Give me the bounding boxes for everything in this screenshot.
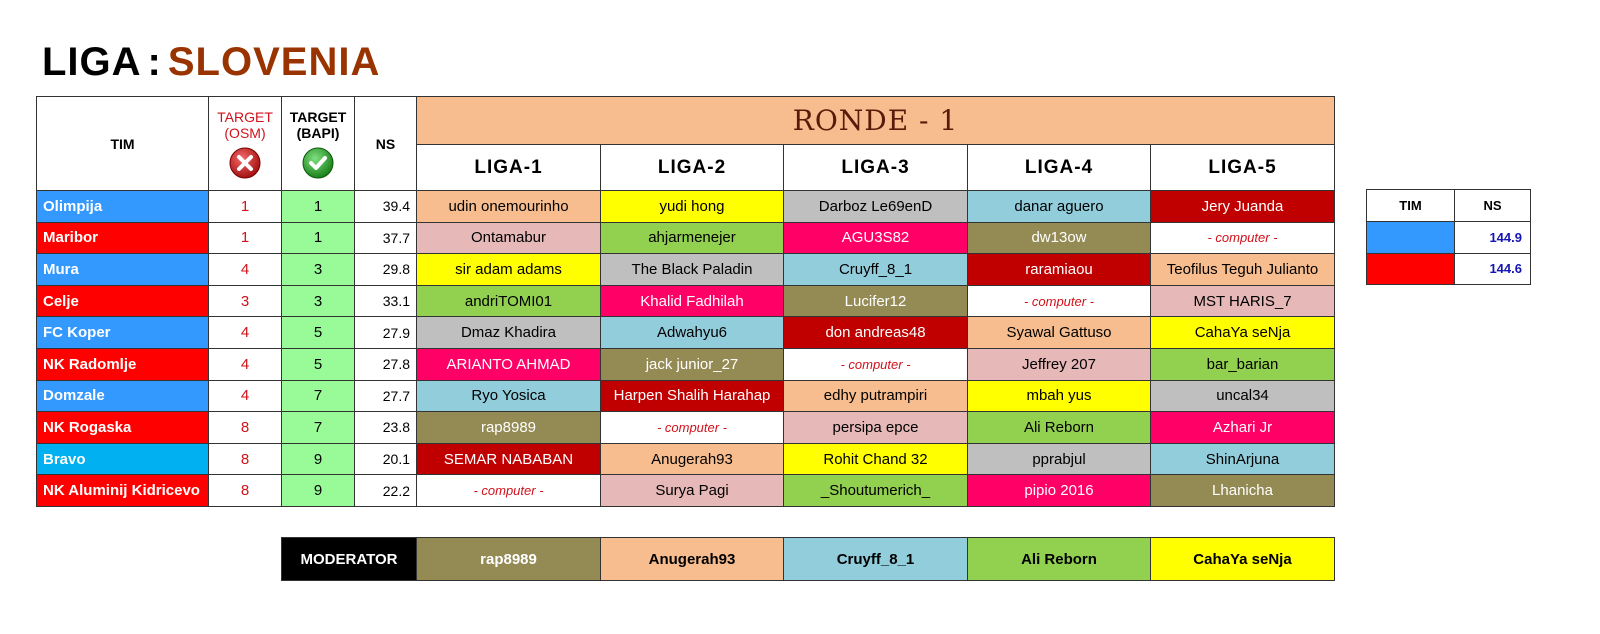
player-cell-liga-1: - computer -: [417, 475, 601, 507]
title-country: SLOVENIA: [167, 40, 381, 84]
player-cell-liga-3: - computer -: [784, 348, 968, 380]
header-ns: NS: [355, 97, 417, 191]
player-cell-liga-3: _Shoutumerich_: [784, 475, 968, 507]
table-row: [37, 412, 1335, 444]
moderator-liga-1: rap8989: [417, 538, 601, 581]
table-row: [37, 380, 1335, 412]
player-cell-liga-4: Jeffrey 207: [968, 348, 1151, 380]
team-name: Olimpija: [37, 191, 209, 223]
target-osm-value: 4: [209, 317, 282, 349]
player-cell-liga-2: Surya Pagi: [601, 475, 784, 507]
header-target-bapi: [282, 97, 355, 191]
title-separator: :: [147, 40, 162, 84]
player-cell-liga-4: - computer -: [968, 285, 1151, 317]
summary-row: [1367, 222, 1531, 254]
player-cell-liga-2: jack junior_27: [601, 348, 784, 380]
player-cell-liga-2: Anugerah93: [601, 443, 784, 475]
player-cell-liga-2: yudi hong: [601, 191, 784, 223]
player-cell-liga-3: don andreas48: [784, 317, 968, 349]
liga-header-3: LIGA-3: [784, 145, 968, 191]
red-x-icon: [229, 147, 261, 179]
player-cell-liga-5: CahaYa seNja: [1151, 317, 1335, 349]
header-target-bapi-line1: TARGET: [289, 108, 347, 125]
ns-value: 23.8: [355, 412, 417, 444]
player-cell-liga-4: Syawal Gattuso: [968, 317, 1151, 349]
player-cell-liga-5: Lhanicha: [1151, 475, 1335, 507]
player-cell-liga-2: - computer -: [601, 412, 784, 444]
player-cell-liga-2: Adwahyu6: [601, 317, 784, 349]
ns-value: 20.1: [355, 443, 417, 475]
team-name: NK Rogaska: [37, 412, 209, 444]
target-osm-value: 4: [209, 348, 282, 380]
summary-ns-value: 144.9: [1455, 222, 1531, 254]
target-bapi-value: 1: [282, 222, 355, 254]
summary-ns-value: 144.6: [1455, 253, 1531, 285]
summary-team-color: [1367, 253, 1455, 285]
table-row: [37, 443, 1335, 475]
player-cell-liga-5: MST HARIS_7: [1151, 285, 1335, 317]
player-cell-liga-5: uncal34: [1151, 380, 1335, 412]
ns-value: 37.7: [355, 222, 417, 254]
player-cell-liga-1: andriTOMI01: [417, 285, 601, 317]
table-row: [37, 285, 1335, 317]
table-row: [37, 348, 1335, 380]
team-name: NK Aluminij Kidricevo: [37, 475, 209, 507]
player-cell-liga-1: rap8989: [417, 412, 601, 444]
ns-value: 27.8: [355, 348, 417, 380]
header-tim: TIM: [37, 97, 209, 191]
ns-value: 27.7: [355, 380, 417, 412]
player-cell-liga-3: Lucifer12: [784, 285, 968, 317]
header-target-osm-line1: TARGET: [217, 108, 273, 125]
page-title: [42, 40, 380, 85]
ns-value: 22.2: [355, 475, 417, 507]
player-cell-liga-5: ShinArjuna: [1151, 443, 1335, 475]
team-name: Domzale: [37, 380, 209, 412]
player-cell-liga-1: ARIANTO AHMAD: [417, 348, 601, 380]
target-bapi-value: 3: [282, 254, 355, 286]
ns-value: 27.9: [355, 317, 417, 349]
target-osm-value: 1: [209, 222, 282, 254]
player-cell-liga-3: persipa epce: [784, 412, 968, 444]
player-cell-liga-1: Ryo Yosica: [417, 380, 601, 412]
summary-table: [1366, 189, 1531, 285]
player-cell-liga-3: AGU3S82: [784, 222, 968, 254]
moderator-liga-4: Ali Reborn: [968, 538, 1151, 581]
team-name: Maribor: [37, 222, 209, 254]
moderator-liga-2: Anugerah93: [601, 538, 784, 581]
ronde-header: RONDE - 1: [417, 97, 1335, 145]
player-cell-liga-4: danar aguero: [968, 191, 1151, 223]
moderator-liga-3: Cruyff_8_1: [784, 538, 968, 581]
player-cell-liga-3: Cruyff_8_1: [784, 254, 968, 286]
player-cell-liga-2: The Black Paladin: [601, 254, 784, 286]
player-cell-liga-3: Rohit Chand 32: [784, 443, 968, 475]
target-osm-value: 3: [209, 285, 282, 317]
target-osm-value: 8: [209, 475, 282, 507]
player-cell-liga-5: bar_barian: [1151, 348, 1335, 380]
player-cell-liga-1: sir adam adams: [417, 254, 601, 286]
player-cell-liga-4: Ali Reborn: [968, 412, 1151, 444]
table-row: [37, 222, 1335, 254]
player-cell-liga-1: Ontamabur: [417, 222, 601, 254]
team-name: Mura: [37, 254, 209, 286]
target-bapi-value: 7: [282, 380, 355, 412]
header-target-osm: [209, 97, 282, 191]
player-cell-liga-5: Jery Juanda: [1151, 191, 1335, 223]
player-cell-liga-4: pprabjul: [968, 443, 1151, 475]
player-cell-liga-4: pipio 2016: [968, 475, 1151, 507]
liga-header-4: LIGA-4: [968, 145, 1151, 191]
target-bapi-value: 1: [282, 191, 355, 223]
target-bapi-value: 3: [282, 285, 355, 317]
header-target-bapi-line2: (BAPI): [296, 124, 340, 141]
player-cell-liga-1: udin onemourinho: [417, 191, 601, 223]
ns-value: 33.1: [355, 285, 417, 317]
target-bapi-value: 9: [282, 443, 355, 475]
player-cell-liga-3: edhy putrampiri: [784, 380, 968, 412]
moderator-label: MODERATOR: [282, 538, 417, 581]
moderator-table: [281, 537, 1335, 581]
player-cell-liga-1: SEMAR NABABAN: [417, 443, 601, 475]
player-cell-liga-5: Teofilus Teguh Julianto: [1151, 254, 1335, 286]
player-cell-liga-4: dw13ow: [968, 222, 1151, 254]
target-bapi-value: 7: [282, 412, 355, 444]
player-cell-liga-5: - computer -: [1151, 222, 1335, 254]
player-cell-liga-2: ahjarmenejer: [601, 222, 784, 254]
target-osm-value: 4: [209, 254, 282, 286]
ns-value: 29.8: [355, 254, 417, 286]
summary-header-ns: NS: [1455, 190, 1531, 222]
target-bapi-value: 9: [282, 475, 355, 507]
player-cell-liga-3: Darboz Le69enD: [784, 191, 968, 223]
team-name: FC Koper: [37, 317, 209, 349]
team-name: NK Radomlje: [37, 348, 209, 380]
summary-row: [1367, 253, 1531, 285]
liga-header-1: LIGA-1: [417, 145, 601, 191]
player-cell-liga-4: raramiaou: [968, 254, 1151, 286]
liga-header-2: LIGA-2: [601, 145, 784, 191]
target-osm-value: 8: [209, 443, 282, 475]
table-row: [37, 317, 1335, 349]
player-cell-liga-4: mbah yus: [968, 380, 1151, 412]
league-table: [36, 96, 1335, 507]
team-name: Celje: [37, 285, 209, 317]
player-cell-liga-5: Azhari Jr: [1151, 412, 1335, 444]
liga-header-5: LIGA-5: [1151, 145, 1335, 191]
player-cell-liga-2: Khalid Fadhilah: [601, 285, 784, 317]
summary-team-color: [1367, 222, 1455, 254]
title-liga-label: LIGA: [42, 40, 142, 84]
table-row: [37, 475, 1335, 507]
table-row: [37, 254, 1335, 286]
player-cell-liga-1: Dmaz Khadira: [417, 317, 601, 349]
target-osm-value: 1: [209, 191, 282, 223]
target-bapi-value: 5: [282, 317, 355, 349]
green-check-icon: [302, 147, 334, 179]
header-target-osm-line2: (OSM): [224, 124, 266, 141]
target-osm-value: 4: [209, 380, 282, 412]
target-bapi-value: 5: [282, 348, 355, 380]
target-osm-value: 8: [209, 412, 282, 444]
team-name: Bravo: [37, 443, 209, 475]
player-cell-liga-2: Harpen Shalih Harahap: [601, 380, 784, 412]
summary-header-tim: TIM: [1367, 190, 1455, 222]
table-row: [37, 191, 1335, 223]
ns-value: 39.4: [355, 191, 417, 223]
moderator-liga-5: CahaYa seNja: [1151, 538, 1335, 581]
